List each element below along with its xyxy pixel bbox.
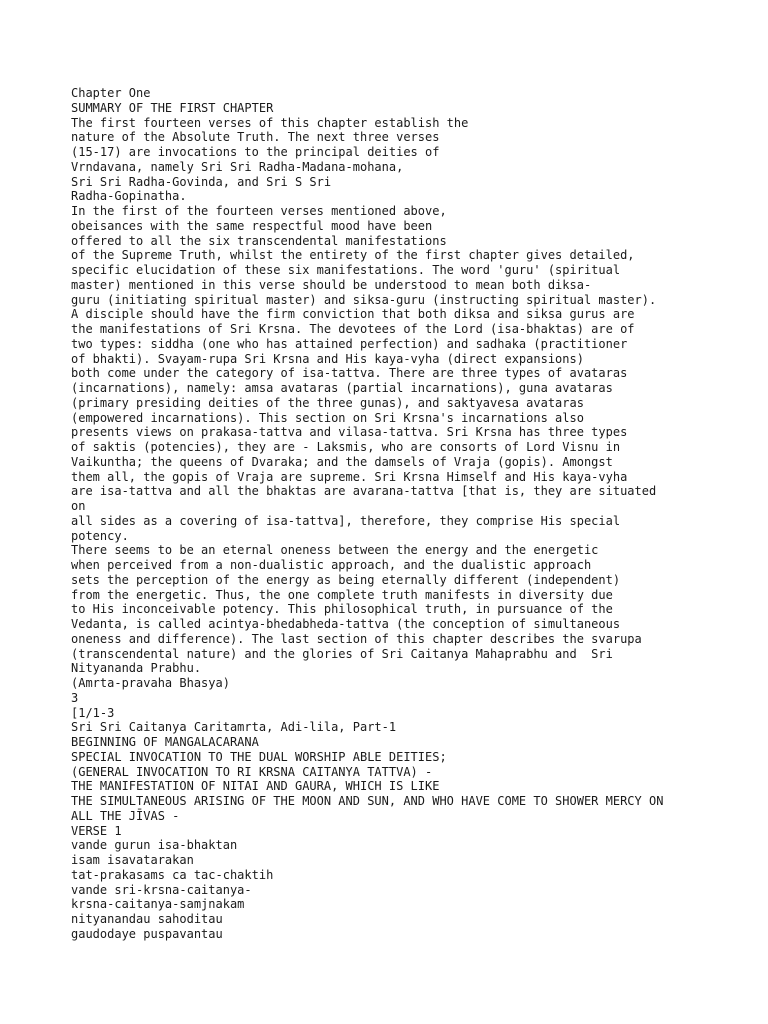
text-line: guru (initiating spiritual master) and siksa-guru (instructing spiritual master). (71, 292, 657, 307)
text-line: of bhakti). Svayam-rupa Sri Krsna and His kaya-vyha (direct expansions) (71, 351, 584, 366)
text-line: from the energetic. Thus, the one complete truth manifests in diversity due (71, 587, 613, 602)
text-line: vande sri-krsna-caitanya- (71, 882, 252, 897)
text-line: both come under the category of isa-tattva. There are three types of avataras (71, 366, 628, 381)
text-line: are isa-tattva and all the bhaktas are avarana-tattva [that is, they are situated (71, 484, 657, 499)
text-line: VERSE 1 (71, 823, 122, 838)
text-line: Sri Sri Caitanya Caritamrta, Adi-lila, Part-1 (71, 720, 397, 735)
text-line: gaudodaye puspavantau (71, 926, 223, 941)
text-line: Chapter One (71, 86, 151, 100)
text-line: A disciple should have the firm conviction that both diksa and siksa gurus are (71, 307, 635, 322)
text-line: tat-prakasams ca tac-chaktih (71, 867, 274, 882)
text-line: 3 (71, 690, 79, 705)
text-line: (primary presiding deities of the three gunas), and saktyavesa avataras (71, 395, 584, 410)
text-line: isam isavatarakan (71, 853, 194, 867)
text-line: when perceived from a non-dualistic approach, and the dualistic approach (71, 558, 592, 572)
text-line: (GENERAL INVOCATION TO RI KRSNA CAITANYA TATTVA) - (71, 764, 433, 779)
text-line: (incarnations), namely: amsa avataras (partial incarnations), guna avataras (71, 381, 613, 395)
text-line: Vrndavana, namely Sri Sri Radha-Madana-mohana, (71, 159, 404, 174)
text-line: Vedanta, is called acintya-bhedabheda-tattva (the conception of simultaneous (71, 617, 621, 631)
text-line: BEGINNING OF MANGALACARANA (71, 735, 259, 749)
text-line: Vaikuntha; the queens of Dvaraka; and the damsels of Vraja (gopis). Amongst (71, 454, 613, 469)
text-line: them all, the gopis of Vraja are supreme. Sri Krsna Himself and His kaya-vyha (71, 469, 628, 484)
text-line: (transcendental nature) and the glories of Sri Caitanya Mahaprabhu and Sri (71, 646, 613, 661)
text-line: SUMMARY OF THE FIRST CHAPTER (71, 100, 274, 115)
text-line: all sides as a covering of isa-tattva], therefore, they comprise His special (71, 513, 621, 528)
text-line: ALL THE JĪVAS - (71, 808, 180, 823)
text-line: oneness and difference). The last section of this chapter describes the svarupa (71, 631, 642, 646)
text-line: to His inconceivable potency. This philosophical truth, in pursuance of the (71, 602, 613, 617)
text-line: of saktis (potencies), they are - Laksmis, who are consorts of Lord Visnu in (71, 440, 621, 454)
text-line: the manifestations of Sri Krsna. The devotees of the Lord (isa-bhaktas) are of (71, 322, 635, 336)
text-line: krsna-caitanya-samjnakam (71, 897, 245, 912)
text-line: offered to all the six transcendental manifestations (71, 233, 447, 248)
text-line: (15-17) are invocations to the principal deities of (71, 145, 440, 159)
text-line: Sri Sri Radha-Govinda, and Sri S Sri (71, 174, 332, 189)
text-line: specific elucidation of these six manifestations. The word 'guru' (spiritual (71, 263, 621, 277)
text-line: obeisances with the same respectful mood have been (71, 218, 433, 233)
text-line: THE SIMULTANEOUS ARISING OF THE MOON AND SUN, AND WHO HAVE COME TO SHOWER MERCY ON (71, 794, 664, 808)
text-line: The first fourteen verses of this chapter establish the (71, 115, 469, 130)
text-line: sets the perception of the energy as being eternally different (independent) (71, 572, 621, 587)
text-line: vande gurun isa-bhaktan (71, 838, 238, 853)
text-line: There seems to be an eternal oneness between the energy and the energetic (71, 543, 599, 558)
text-line: master) mentioned in this verse should be understood to mean both diksa- (71, 277, 592, 292)
text-line: SPECIAL INVOCATION TO THE DUAL WORSHIP ABLE DEITIES; (71, 749, 447, 764)
text-line: Radha-Gopinatha. (71, 189, 187, 204)
text-line: nityanandau sahoditau (71, 912, 223, 926)
text-line: (empowered incarnations). This section on Sri Krsna's incarnations also (71, 410, 584, 425)
text-line: THE MANIFESTATION OF NITAI AND GAURA, WHICH IS LIKE (71, 779, 440, 794)
document-text (71, 86, 751, 942)
text-line: on (71, 499, 86, 513)
text-line: (Amrta-pravaha Bhasya) (71, 676, 230, 690)
text-line: of the Supreme Truth, whilst the entirety of the first chapter gives detailed, (71, 248, 635, 263)
text-line: potency. (71, 528, 129, 543)
text-line: nature of the Absolute Truth. The next three verses (71, 130, 440, 145)
text-line: presents views on prakasa-tattva and vilasa-tattva. Sri Krsna has three types (71, 425, 628, 440)
text-line: In the first of the fourteen verses mentioned above, (71, 204, 447, 218)
text-line: [1/1-3 (71, 705, 115, 720)
text-line: Nityananda Prabhu. (71, 661, 202, 676)
text-line: two types: siddha (one who has attained perfection) and sadhaka (practitioner (71, 336, 628, 351)
